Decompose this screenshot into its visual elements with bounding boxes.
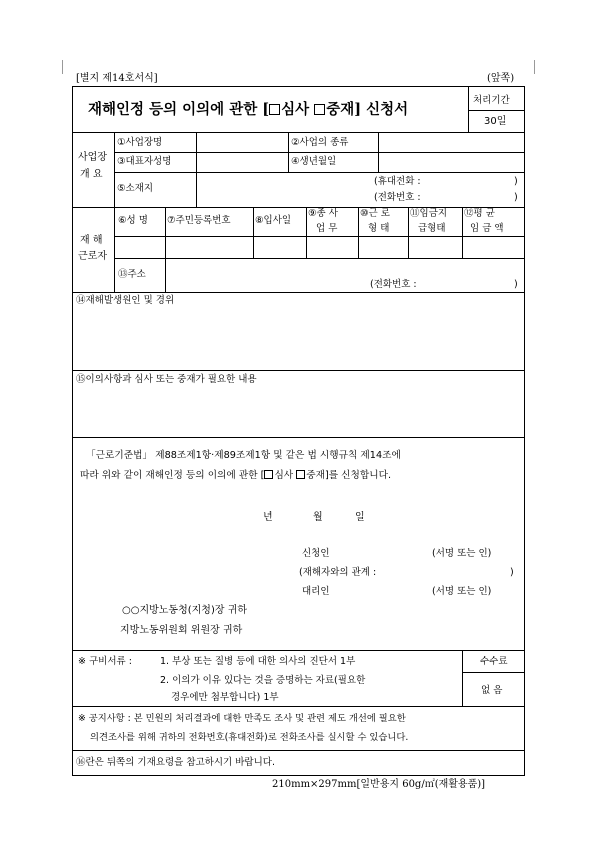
applicant-label: 신청인 <box>302 548 330 559</box>
accident-cause-field[interactable] <box>74 308 523 368</box>
col-job-header: ⑨종 사 <box>308 208 338 219</box>
worker-resident-number-field[interactable] <box>167 238 251 256</box>
col-wage-type-header-2: 급형태 <box>418 223 446 234</box>
col-avg-wage-header: ⑫평 균 <box>464 208 495 219</box>
notice-line-1: ※ 공지사항 : 본 민원의 처리결과에 대한 만족도 조사 및 관련 제도 개선에 필요한 <box>78 713 406 724</box>
worker-work-type-field[interactable] <box>360 238 406 256</box>
worker-address-label: ⑬주소 <box>118 269 146 280</box>
col-wage-type-header: ⑪임금지 <box>410 208 448 219</box>
worker-job-field[interactable] <box>308 238 356 256</box>
required-doc-1: 1. 부상 또는 질병 등에 대한 의사의 진단서 1부 <box>160 656 356 667</box>
notice-line-2: 의견조사를 위해 귀하의 전화번호(휴대전화)로 전화조사를 실시할 수 있습니다. <box>90 732 409 743</box>
date-day-label: 일 <box>355 512 365 523</box>
processing-period-label: 처리기간 <box>473 95 510 106</box>
representative-field[interactable] <box>198 154 286 170</box>
date-year-label: 년 <box>263 512 273 523</box>
required-doc-2-cont: 경우에만 첨부합니다) 1부 <box>171 692 279 703</box>
declaration-line-1: 「근로기준법」 제88조제1항·제89조제1항 및 같은 법 시행규칙 제14조에 <box>86 450 401 461</box>
col-name-header: ⑥성 명 <box>118 215 148 226</box>
worker-name-field[interactable] <box>116 238 163 256</box>
accident-cause-label: ⑭재해발생원인 및 경위 <box>76 295 175 306</box>
processing-period-value: 30일 <box>484 116 507 127</box>
business-name-field[interactable] <box>198 134 286 150</box>
review-checkbox-2[interactable] <box>264 470 273 479</box>
objection-label: ⑮이의사항과 심사 또는 중재가 필요한 내용 <box>76 374 257 385</box>
footnote: ⑯란은 뒤쪽의 기재요령을 참고하시기 바랍니다. <box>76 757 275 768</box>
business-type-label: ②사업의 종류 <box>291 137 349 148</box>
agent-signature[interactable]: (서명 또는 인) <box>432 586 492 597</box>
required-docs-label: ※ 구비서류 : <box>78 656 132 667</box>
required-doc-2: 2. 이의가 이유 있다는 것을 증명하는 자료(필요한 <box>160 675 366 686</box>
birth-date-label: ④생년월일 <box>291 156 337 167</box>
form-number: [별지 제14호서식] <box>76 73 158 84</box>
recipient-2: 지방노동위원회 위원장 귀하 <box>120 625 243 636</box>
business-type-field[interactable] <box>380 134 523 150</box>
business-address-label: ⑤소재지 <box>117 183 154 194</box>
representative-label: ③대표자성명 <box>117 156 172 167</box>
col-hire-date-header: ⑧입사일 <box>255 215 292 226</box>
crop-mark <box>62 60 73 74</box>
paren: ) <box>514 176 518 187</box>
relation-label: (재해자와의 관계 : <box>299 567 377 578</box>
col-work-type-header: ⑩근 로 <box>360 208 390 219</box>
birth-date-field[interactable] <box>380 154 523 170</box>
business-section-label-2: 개 요 <box>80 169 103 180</box>
arbitration-checkbox[interactable] <box>314 104 325 115</box>
worker-avg-wage-field[interactable] <box>464 238 523 256</box>
col-avg-wage-header-2: 임 금 액 <box>470 223 504 234</box>
business-phone-label: (전화번호 : <box>374 192 421 203</box>
fee-value: 없 음 <box>481 685 503 696</box>
worker-phone-label: (전화번호 : <box>370 279 417 290</box>
recipient-1: ○○지방노동청(지청)장 귀하 <box>122 605 248 616</box>
form-title: 재해인정 등의 이의에 관한 [ 심사 중재] 신청서 <box>88 101 409 118</box>
paren: ) <box>514 192 518 203</box>
business-address-field[interactable] <box>198 174 523 205</box>
objection-field[interactable] <box>74 387 523 435</box>
date-month-label: 월 <box>313 512 323 523</box>
review-checkbox[interactable] <box>269 104 280 115</box>
worker-section-label: 재 해 <box>80 235 103 246</box>
paren: ) <box>514 279 518 290</box>
page-side-label: (앞쪽) <box>487 73 515 84</box>
business-section-label: 사업장 <box>78 152 107 163</box>
business-name-label: ①사업장명 <box>117 137 163 148</box>
arbitration-checkbox-2[interactable] <box>296 470 305 479</box>
paren: ) <box>510 567 514 578</box>
col-job-header-2: 업 무 <box>316 223 338 234</box>
worker-hire-date-field[interactable] <box>255 238 304 256</box>
col-resident-number-header: ⑦주민등록번호 <box>167 215 231 226</box>
applicant-signature[interactable]: (서명 또는 인) <box>432 548 492 559</box>
worker-section-label-2: 근로자 <box>78 251 107 262</box>
agent-label: 대리인 <box>302 586 330 597</box>
fee-label: 수수료 <box>480 656 508 667</box>
col-work-type-header-2: 형 태 <box>368 223 390 234</box>
worker-wage-type-field[interactable] <box>410 238 460 256</box>
worker-address-field[interactable] <box>167 260 523 290</box>
crop-mark <box>524 60 535 74</box>
paper-spec: 210mm×297mm[일반용지 60g/㎡(재활용품)] <box>272 779 486 790</box>
declaration-line-2: 따라 위와 같이 재해인정 등의 이의에 관한 [ 심사 중재]를 신청합니다. <box>80 470 392 481</box>
mobile-label: (휴대전화 : <box>374 176 421 187</box>
